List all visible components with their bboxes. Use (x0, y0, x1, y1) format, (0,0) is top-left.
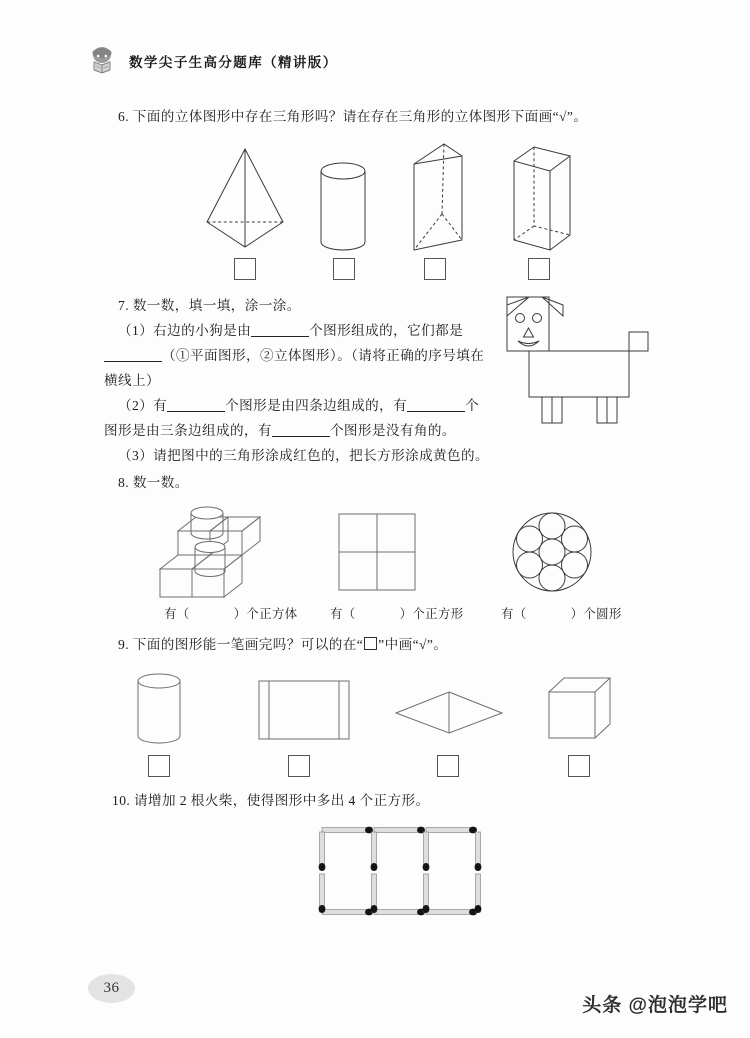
figure-four-squares (338, 513, 416, 591)
question-7-title (118, 293, 301, 318)
figure-matchstick-grid (318, 826, 484, 918)
book-child-icon (85, 44, 119, 78)
q7-number: 7. (118, 298, 129, 313)
figure-pyramid (195, 145, 295, 255)
q9-answer-box-3[interactable] (437, 755, 459, 777)
question-7-line-6 (118, 443, 489, 468)
q9-number: 9. (118, 637, 129, 652)
q8-count-label-3 (501, 604, 622, 622)
figure-circle-packing (511, 511, 593, 593)
figure-cylinder-q6 (315, 160, 371, 255)
q8-label-2-a: 有（ (330, 607, 356, 621)
q7-l1-a: （1）右边的小狗是由 (118, 323, 252, 338)
question-7-line-1 (118, 318, 463, 343)
q8-number: 8. (118, 475, 129, 490)
question-8-title (118, 470, 189, 495)
q7-l5-b: 个图形是没有角的。 (329, 423, 456, 438)
q7-blank-4[interactable] (407, 411, 465, 412)
figure-rectangle-with-lines (258, 680, 350, 740)
header-title: 数学尖子生高分题库（精讲版） (129, 55, 338, 70)
dog-figure (485, 288, 650, 433)
q7-l6: （3）请把图中的三角形涂成红色的，把长方形涂成黄色的。 (118, 448, 490, 463)
q9-body-b: ”中画“√”。 (378, 637, 448, 652)
question-6-text (118, 104, 587, 129)
q7-blank-2[interactable] (104, 361, 162, 362)
q9-answer-box-1[interactable] (148, 755, 170, 777)
figure-rectangular-prism (508, 143, 574, 253)
question-7-line-5 (104, 418, 456, 443)
q9-inline-box-icon (364, 637, 377, 650)
q6-answer-box-3[interactable] (424, 258, 446, 280)
q9-answer-box-4[interactable] (568, 755, 590, 777)
figure-rhombus-with-line (394, 690, 504, 735)
q8-label-1-a: 有（ (164, 607, 190, 621)
q8-label-3-b: ）个圆形 (570, 607, 622, 621)
question-7-line-2 (104, 343, 484, 368)
figure-triangular-prism (400, 142, 480, 254)
q10-body: 请增加 2 根火柴，使得图形中多出 4 个正方形。 (134, 793, 430, 808)
q7-title-text: 数一数，填一填，涂一涂。 (132, 298, 301, 313)
q7-l1-b: 个图形组成的，它们都是 (309, 323, 464, 338)
q6-body: 下面的立体图形中存在三角形吗？请在存在三角形的立体图形下面画“√”。 (132, 109, 588, 124)
q8-count-label-2 (330, 604, 464, 622)
q7-l4-c: 个 (465, 398, 480, 413)
dog-ear-left (507, 297, 529, 316)
q7-blank-5[interactable] (272, 436, 330, 437)
q6-answer-box-1[interactable] (234, 258, 256, 280)
figure-cube-stack (146, 503, 276, 601)
page-number: 36 (88, 974, 135, 1003)
q7-blank-1[interactable] (251, 336, 309, 337)
watermark: 头条 @泡泡学吧 (582, 995, 728, 1016)
q6-answer-box-4[interactable] (528, 258, 550, 280)
q10-number: 10. (112, 793, 131, 808)
q7-l3: 横线上） (104, 373, 160, 388)
q7-blank-3[interactable] (167, 411, 225, 412)
q8-label-2-b: ）个正方形 (399, 607, 464, 621)
question-7-line-3 (104, 368, 160, 393)
q8-label-3-a: 有（ (501, 607, 527, 621)
q8-label-1-b: ）个正方体 (233, 607, 298, 621)
q9-answer-box-2[interactable] (288, 755, 310, 777)
q7-l5-a: 图形是由三条边组成的，有 (104, 423, 272, 438)
q9-body-a: 下面的图形能一笔画完吗？可以的在“ (132, 637, 364, 652)
q6-answer-box-2[interactable] (333, 258, 355, 280)
q8-title-text: 数一数。 (132, 475, 189, 490)
question-9-text (118, 632, 447, 657)
figure-cube-q9 (547, 676, 615, 740)
dog-ear-right (542, 297, 563, 316)
question-10-text (112, 788, 429, 813)
q7-l4-b: 个图形是由四条边组成的，有 (225, 398, 408, 413)
page-header (85, 44, 338, 78)
q7-l4-a: （2）有 (118, 398, 168, 413)
question-7-line-4 (118, 393, 479, 418)
q6-number: 6. (118, 109, 129, 124)
q8-count-label-1 (164, 604, 298, 622)
q7-l2-b: （①平面图形，②立体图形）。（请将正确的序号填在 (162, 348, 485, 363)
figure-cylinder-q9 (133, 672, 185, 747)
